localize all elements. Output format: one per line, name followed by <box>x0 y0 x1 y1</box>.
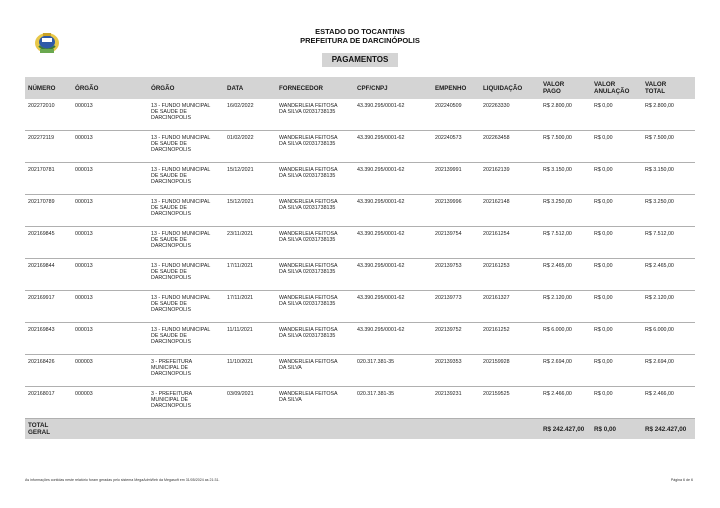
cell-fornecedor: WANDERLEIA FEITOSA DA SILVA 02031738135 <box>276 195 354 227</box>
cell-liquidacao: 202162148 <box>480 195 540 227</box>
cell-orgao-name: 13 - FUNDO MUNICIPAL DE SAUDE DE DARCINOPOLIS <box>148 195 224 227</box>
cell-orgao-code: 000013 <box>72 131 148 163</box>
cell-valor-total: R$ 7.500,00 <box>642 131 695 163</box>
column-header-numero: NÚMERO <box>25 77 72 99</box>
cell-valor-anulacao: R$ 0,00 <box>591 163 642 195</box>
cell-fornecedor: WANDERLEIA FEITOSA DA SILVA 02031738135 <box>276 99 354 131</box>
cell-valor-total: R$ 3.250,00 <box>642 195 695 227</box>
column-header-valor-total: VALOR TOTAL <box>642 77 695 99</box>
cell-fornecedor: WANDERLEIA FEITOSA DA SILVA 02031738135 <box>276 227 354 259</box>
cell-valor-total: R$ 2.465,00 <box>642 259 695 291</box>
cell-valor-anulacao: R$ 0,00 <box>591 227 642 259</box>
cell-empenho: 202240509 <box>432 99 480 131</box>
cell-orgao-name: 13 - FUNDO MUNICIPAL DE SAUDE DE DARCINOPOLIS <box>148 259 224 291</box>
cell-numero: 202272119 <box>25 131 72 163</box>
column-header-orgao-name: ÓRGÃO <box>148 77 224 99</box>
cell-valor-pago: R$ 2.800,00 <box>540 99 591 131</box>
column-header-fornecedor: FORNECEDOR <box>276 77 354 99</box>
cell-valor-pago: R$ 2.694,00 <box>540 355 591 387</box>
cell-data: 17/11/2021 <box>224 291 276 323</box>
cell-valor-total: R$ 6.000,00 <box>642 323 695 355</box>
cell-fornecedor: WANDERLEIA FEITOSA DA SILVA 02031738135 <box>276 163 354 195</box>
cell-valor-pago: R$ 3.250,00 <box>540 195 591 227</box>
total-valor-total: R$ 242.427,00 <box>642 419 695 440</box>
cell-orgao-code: 000013 <box>72 323 148 355</box>
cell-cpf-cnpj: 020.317.381-35 <box>354 355 432 387</box>
table-row <box>25 195 695 227</box>
cell-cpf-cnpj: 43.390.295/0001-62 <box>354 195 432 227</box>
cell-liquidacao: 202159525 <box>480 387 540 419</box>
cell-data: 15/12/2021 <box>224 195 276 227</box>
cell-empenho: 202139231 <box>432 387 480 419</box>
cell-orgao-name: 13 - FUNDO MUNICIPAL DE SAUDE DE DARCINOPOLIS <box>148 323 224 355</box>
cell-empenho: 202139773 <box>432 291 480 323</box>
cell-liquidacao: 202161254 <box>480 227 540 259</box>
cell-orgao-name: 13 - FUNDO MUNICIPAL DE SAUDE DE DARCINOPOLIS <box>148 291 224 323</box>
cell-valor-anulacao: R$ 0,00 <box>591 131 642 163</box>
table-row <box>25 323 695 355</box>
cell-valor-total: R$ 3.150,00 <box>642 163 695 195</box>
cell-empenho: 202139996 <box>432 195 480 227</box>
total-empty <box>354 419 432 440</box>
cell-data: 15/12/2021 <box>224 163 276 195</box>
cell-orgao-name: 13 - FUNDO MUNICIPAL DE SAUDE DE DARCINOPOLIS <box>148 131 224 163</box>
total-empty <box>480 419 540 440</box>
table-row <box>25 387 695 419</box>
cell-data: 01/02/2022 <box>224 131 276 163</box>
cell-orgao-code: 000013 <box>72 99 148 131</box>
total-empty <box>224 419 276 440</box>
cell-valor-anulacao: R$ 0,00 <box>591 355 642 387</box>
cell-valor-total: R$ 2.800,00 <box>642 99 695 131</box>
cell-liquidacao: 202162139 <box>480 163 540 195</box>
cell-orgao-code: 000003 <box>72 355 148 387</box>
cell-data: 11/10/2021 <box>224 355 276 387</box>
cell-valor-pago: R$ 7.512,00 <box>540 227 591 259</box>
cell-fornecedor: WANDERLEIA FEITOSA DA SILVA <box>276 355 354 387</box>
cell-numero: 202169844 <box>25 259 72 291</box>
table-row <box>25 355 695 387</box>
table-row <box>25 227 695 259</box>
cell-liquidacao: 202263458 <box>480 131 540 163</box>
total-empty <box>148 419 224 440</box>
total-label: TOTAL GERAL <box>25 419 72 440</box>
cell-fornecedor: WANDERLEIA FEITOSA DA SILVA <box>276 387 354 419</box>
total-valor-pago: R$ 242.427,00 <box>540 419 591 440</box>
cell-numero: 202169843 <box>25 323 72 355</box>
payments-table <box>25 77 695 439</box>
cell-liquidacao: 202159928 <box>480 355 540 387</box>
cell-cpf-cnpj: 43.390.295/0001-62 <box>354 291 432 323</box>
cell-fornecedor: WANDERLEIA FEITOSA DA SILVA 02031738135 <box>276 259 354 291</box>
cell-valor-anulacao: R$ 0,00 <box>591 99 642 131</box>
cell-valor-pago: R$ 2.465,00 <box>540 259 591 291</box>
cell-orgao-code: 000013 <box>72 227 148 259</box>
table-row <box>25 259 695 291</box>
footer-note: As informações contidas neste relatório foram geradas pelo sistema MegaAdmWeb da Megasoft em 31/05/2024 as 21:31. <box>25 478 220 482</box>
cell-empenho: 202139991 <box>432 163 480 195</box>
cell-liquidacao: 202161253 <box>480 259 540 291</box>
cell-valor-anulacao: R$ 0,00 <box>591 259 642 291</box>
column-header-valor-pago: VALOR PAGO <box>540 77 591 99</box>
cell-empenho: 202139753 <box>432 259 480 291</box>
cell-valor-total: R$ 2.466,00 <box>642 387 695 419</box>
page-number: Página 6 de 6 <box>670 478 693 482</box>
cell-orgao-name: 3 - PREFEITURA MUNICIPAL DE DARCINOPOLIS <box>148 387 224 419</box>
cell-valor-pago: R$ 2.120,00 <box>540 291 591 323</box>
cell-valor-pago: R$ 7.500,00 <box>540 131 591 163</box>
cell-cpf-cnpj: 43.390.295/0001-62 <box>354 99 432 131</box>
state-title: ESTADO DO TOCANTINS <box>315 27 405 36</box>
cell-liquidacao: 202161327 <box>480 291 540 323</box>
cell-numero: 202169845 <box>25 227 72 259</box>
cell-valor-pago: R$ 6.000,00 <box>540 323 591 355</box>
cell-numero: 202168017 <box>25 387 72 419</box>
cell-fornecedor: WANDERLEIA FEITOSA DA SILVA 02031738135 <box>276 291 354 323</box>
cell-fornecedor: WANDERLEIA FEITOSA DA SILVA 02031738135 <box>276 131 354 163</box>
cell-data: 16/02/2022 <box>224 99 276 131</box>
column-header-data: DATA <box>224 77 276 99</box>
table-header-row <box>25 77 695 99</box>
cell-empenho: 202139353 <box>432 355 480 387</box>
cell-data: 11/11/2021 <box>224 323 276 355</box>
table-row <box>25 291 695 323</box>
cell-orgao-code: 000013 <box>72 259 148 291</box>
cell-valor-anulacao: R$ 0,00 <box>591 323 642 355</box>
table-row <box>25 99 695 131</box>
cell-valor-anulacao: R$ 0,00 <box>591 195 642 227</box>
cell-numero: 202168426 <box>25 355 72 387</box>
cell-cpf-cnpj: 43.390.295/0001-62 <box>354 163 432 195</box>
cell-orgao-code: 000013 <box>72 195 148 227</box>
cell-valor-total: R$ 2.694,00 <box>642 355 695 387</box>
cell-numero: 202272010 <box>25 99 72 131</box>
cell-cpf-cnpj: 43.390.295/0001-62 <box>354 227 432 259</box>
cell-orgao-name: 13 - FUNDO MUNICIPAL DE SAUDE DE DARCINOPOLIS <box>148 227 224 259</box>
cell-data: 03/09/2021 <box>224 387 276 419</box>
cell-cpf-cnpj: 43.390.295/0001-62 <box>354 131 432 163</box>
cell-orgao-code: 000013 <box>72 163 148 195</box>
cell-orgao-name: 3 - PREFEITURA MUNICIPAL DE DARCINOPOLIS <box>148 355 224 387</box>
cell-numero: 202170789 <box>25 195 72 227</box>
cell-numero: 202170781 <box>25 163 72 195</box>
total-empty <box>72 419 148 440</box>
cell-cpf-cnpj: 43.390.295/0001-62 <box>354 323 432 355</box>
cell-valor-total: R$ 2.120,00 <box>642 291 695 323</box>
cell-liquidacao: 202161252 <box>480 323 540 355</box>
total-empty <box>432 419 480 440</box>
cell-cpf-cnpj: 43.390.295/0001-62 <box>354 259 432 291</box>
column-header-liquidacao: LIQUIDAÇÃO <box>480 77 540 99</box>
total-row <box>25 419 695 440</box>
cell-liquidacao: 202263330 <box>480 99 540 131</box>
cell-valor-total: R$ 7.512,00 <box>642 227 695 259</box>
section-title: PAGAMENTOS <box>322 53 398 67</box>
total-empty <box>276 419 354 440</box>
table-row <box>25 131 695 163</box>
column-header-orgao-code: ÓRGÃO <box>72 77 148 99</box>
column-header-empenho: EMPENHO <box>432 77 480 99</box>
cell-data: 23/11/2021 <box>224 227 276 259</box>
column-header-cpf-cnpj: CPF/CNPJ <box>354 77 432 99</box>
cell-fornecedor: WANDERLEIA FEITOSA DA SILVA 02031738135 <box>276 323 354 355</box>
cell-empenho: 202240573 <box>432 131 480 163</box>
column-header-valor-anulacao: VALOR ANULAÇÃO <box>591 77 642 99</box>
cell-empenho: 202139754 <box>432 227 480 259</box>
cell-orgao-code: 000013 <box>72 291 148 323</box>
cell-data: 17/11/2021 <box>224 259 276 291</box>
cell-numero: 202169917 <box>25 291 72 323</box>
cell-valor-anulacao: R$ 0,00 <box>591 291 642 323</box>
cell-valor-anulacao: R$ 0,00 <box>591 387 642 419</box>
cell-valor-pago: R$ 2.466,00 <box>540 387 591 419</box>
cell-empenho: 202139752 <box>432 323 480 355</box>
table-row <box>25 163 695 195</box>
cell-cpf-cnpj: 020.317.381-35 <box>354 387 432 419</box>
cell-valor-pago: R$ 3.150,00 <box>540 163 591 195</box>
cell-orgao-code: 000003 <box>72 387 148 419</box>
cell-orgao-name: 13 - FUNDO MUNICIPAL DE SAUDE DE DARCINOPOLIS <box>148 163 224 195</box>
cell-orgao-name: 13 - FUNDO MUNICIPAL DE SAUDE DE DARCINOPOLIS <box>148 99 224 131</box>
total-valor-anulacao: R$ 0,00 <box>591 419 642 440</box>
municipality-title: PREFEITURA DE DARCINÓPOLIS <box>300 36 420 45</box>
